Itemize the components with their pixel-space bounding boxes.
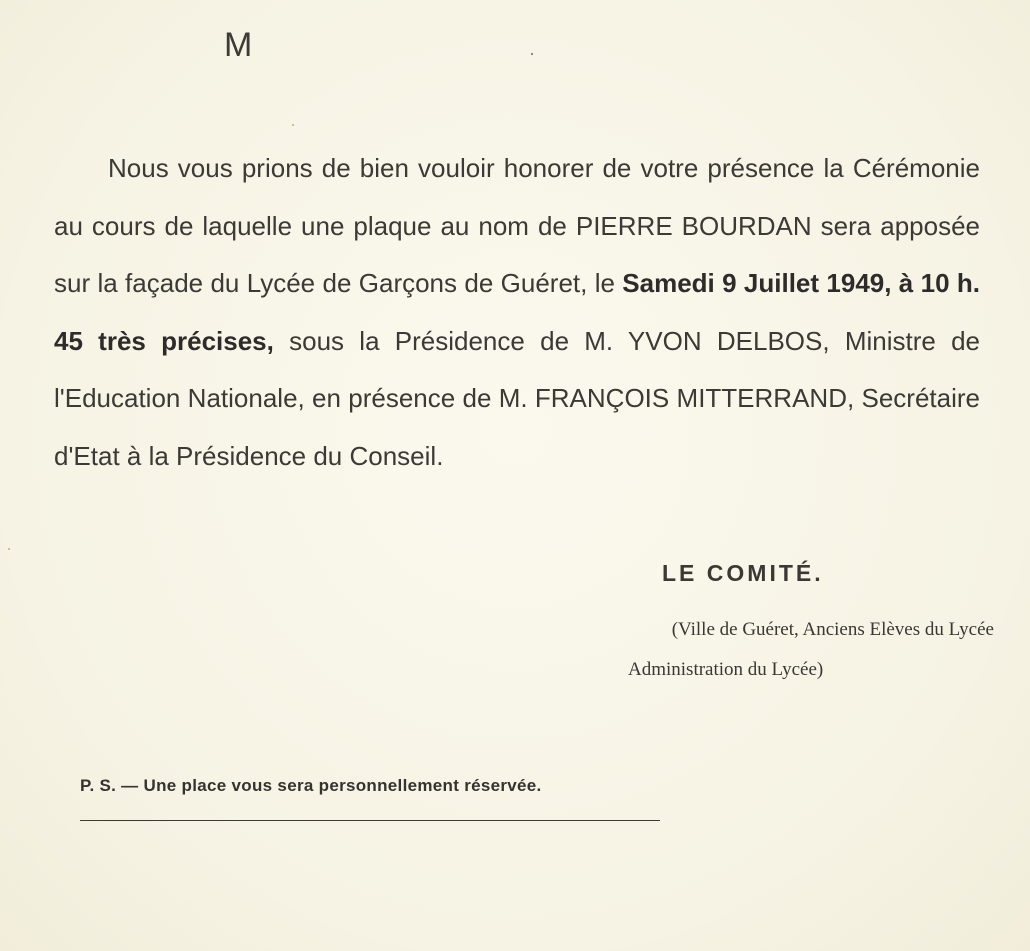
- paper-speck: [531, 53, 533, 55]
- salutation: M: [224, 26, 254, 64]
- signature-committee: LE COMITÉ.: [662, 560, 824, 586]
- paper-speck: [292, 124, 294, 126]
- postscript-underline: [80, 820, 660, 821]
- invitation-text-part2: sous la Présidence de M. YVON DELBOS, Ministre de l'Education Nationale, en présence de M. FRANÇOIS MITTERRAND, Secrétaire d'Etat à la Présidence du Conseil.: [54, 325, 981, 471]
- committee-members-line1: (Ville de Guéret, Anciens Elèves du Lycée: [671, 619, 994, 640]
- paper-speck: [8, 548, 10, 550]
- ceremony-date-time: Samedi 9 Juillet 1949, à 10 h. 45 très précises,: [54, 268, 980, 356]
- committee-members: [500, 610, 1010, 690]
- postscript: P. S. — Une place vous sera personnellement réservée.: [80, 776, 542, 795]
- committee-members-line2: Administration du Lycée): [628, 659, 824, 680]
- invitation-paragraph: [54, 140, 980, 485]
- invitation-text-part1: Nous vous prions de bien vouloir honorer de votre présence la Cérémonie au cours de laquelle une plaque au nom de PIERRE BOURDAN sera apposée sur la façade du Lycée de Garçons de Guéret, le: [54, 153, 980, 298]
